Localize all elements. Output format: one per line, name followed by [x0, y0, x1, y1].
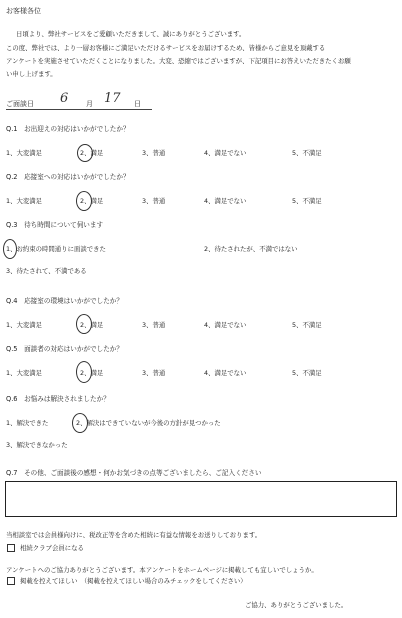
- publish-checkbox-label: 掲載を控えてほしい （掲載を控えてほしい場合のみチェックをしてください）: [20, 577, 247, 585]
- q1-option-1[interactable]: 1、大変満足: [6, 149, 43, 157]
- visit-date-label: ご面談日: [6, 100, 34, 108]
- q2-selected-circle: [76, 191, 92, 211]
- q1-option-3[interactable]: 3、普通: [142, 149, 166, 157]
- q6-question: Q.6 お悩みは解決されましたか？: [6, 395, 110, 403]
- q5-option-4[interactable]: 4、満足でない: [204, 369, 247, 377]
- q6-option-1[interactable]: 1、解決できた: [6, 419, 49, 427]
- q6-option-3[interactable]: 3、解決できなかった: [6, 441, 68, 449]
- q5-option-5[interactable]: 5、不満足: [292, 369, 322, 377]
- q7-question: Q.7 その他、ご面談後の感想・何かお気づきの点等ございましたら、ご記入ください: [6, 469, 262, 477]
- q1-option-2[interactable]: 2、満足: [80, 149, 104, 157]
- q5-question: Q.5 面談者の対応はいかがでしたか？: [6, 345, 123, 353]
- q4-option-1[interactable]: 1、大変満足: [6, 321, 43, 329]
- club-checkbox[interactable]: [7, 544, 15, 552]
- intro-line-4: い申し上げます。: [6, 70, 57, 78]
- visit-date-underline: [6, 109, 152, 110]
- q1-selected-circle: [77, 144, 93, 162]
- intro-line-3: アンケートを実施させていただくことになりました。大変、恐縮ではございますが、下記項目にお答えいただきたくお願: [6, 57, 351, 65]
- visit-date-month-unit: 月: [86, 100, 93, 108]
- q1-question: Q.1 お出迎えの対応はいかがでしたか？: [6, 125, 130, 133]
- q3-question: Q.3 待ち時間について伺います: [6, 221, 104, 229]
- q2-option-2[interactable]: 2、満足: [80, 197, 104, 205]
- q2-option-4[interactable]: 4、満足でない: [204, 197, 247, 205]
- publish-checkbox[interactable]: [7, 577, 15, 585]
- q5-selected-circle: [76, 361, 92, 383]
- visit-date-day[interactable]: 17: [104, 91, 121, 106]
- club-checkbox-label: 相続クラブ会員になる: [20, 544, 84, 552]
- greeting: お客様各位: [6, 7, 41, 15]
- q6-option-2[interactable]: 2、解決はできていないが今後の方針が見つかった: [76, 419, 221, 427]
- closing-message: ご協力、ありがとうございました。: [245, 601, 348, 609]
- q7-comment-box[interactable]: [5, 481, 397, 517]
- q3-option-2[interactable]: 2、待たされたが、不満ではない: [204, 245, 298, 253]
- q5-option-2[interactable]: 2、満足: [80, 369, 104, 377]
- q5-option-1[interactable]: 1、大変満足: [6, 369, 43, 377]
- publish-notice: アンケートへのご協力ありがとうございます。本アンケートをホームページに掲載しても宜しいでしょうか。: [6, 566, 318, 574]
- club-notice: 当相談室では会員様向けに、税改正等を含めた相続に有益な情報をお送りしております。: [6, 531, 262, 539]
- q2-option-1[interactable]: 1、大変満足: [6, 197, 43, 205]
- q3-selected-circle: [3, 239, 17, 259]
- q3-option-3[interactable]: 3、待たされて、不満である: [6, 267, 87, 275]
- intro-line-1: 日頃より、弊社サービスをご愛顧いただきまして、誠にありがとうございます。: [16, 30, 246, 38]
- q4-option-4[interactable]: 4、満足でない: [204, 321, 247, 329]
- visit-date-month[interactable]: 6: [60, 91, 69, 106]
- q4-option-2[interactable]: 2、満足: [80, 321, 104, 329]
- q4-selected-circle: [76, 314, 92, 334]
- q2-option-5[interactable]: 5、不満足: [292, 197, 322, 205]
- intro-line-2: この度、弊社では、より一層お客様にご満足いただけるサービスをお届けするため、皆様からご意見を頂戴する: [6, 44, 326, 52]
- q1-option-5[interactable]: 5、不満足: [292, 149, 322, 157]
- q6-selected-circle: [72, 413, 88, 433]
- q4-option-3[interactable]: 3、普通: [142, 321, 166, 329]
- q3-option-1[interactable]: 1、お約束の時間通りに面談できた: [6, 245, 106, 253]
- visit-date-day-unit: 日: [134, 100, 141, 108]
- q2-option-3[interactable]: 3、普通: [142, 197, 166, 205]
- q4-option-5[interactable]: 5、不満足: [292, 321, 322, 329]
- q4-question: Q.4 応接室の環境はいかがでしたか？: [6, 297, 123, 305]
- q2-question: Q.2 応接室への対応はいかがでしたか？: [6, 173, 130, 181]
- q1-option-4[interactable]: 4、満足でない: [204, 149, 247, 157]
- q5-option-3[interactable]: 3、普通: [142, 369, 166, 377]
